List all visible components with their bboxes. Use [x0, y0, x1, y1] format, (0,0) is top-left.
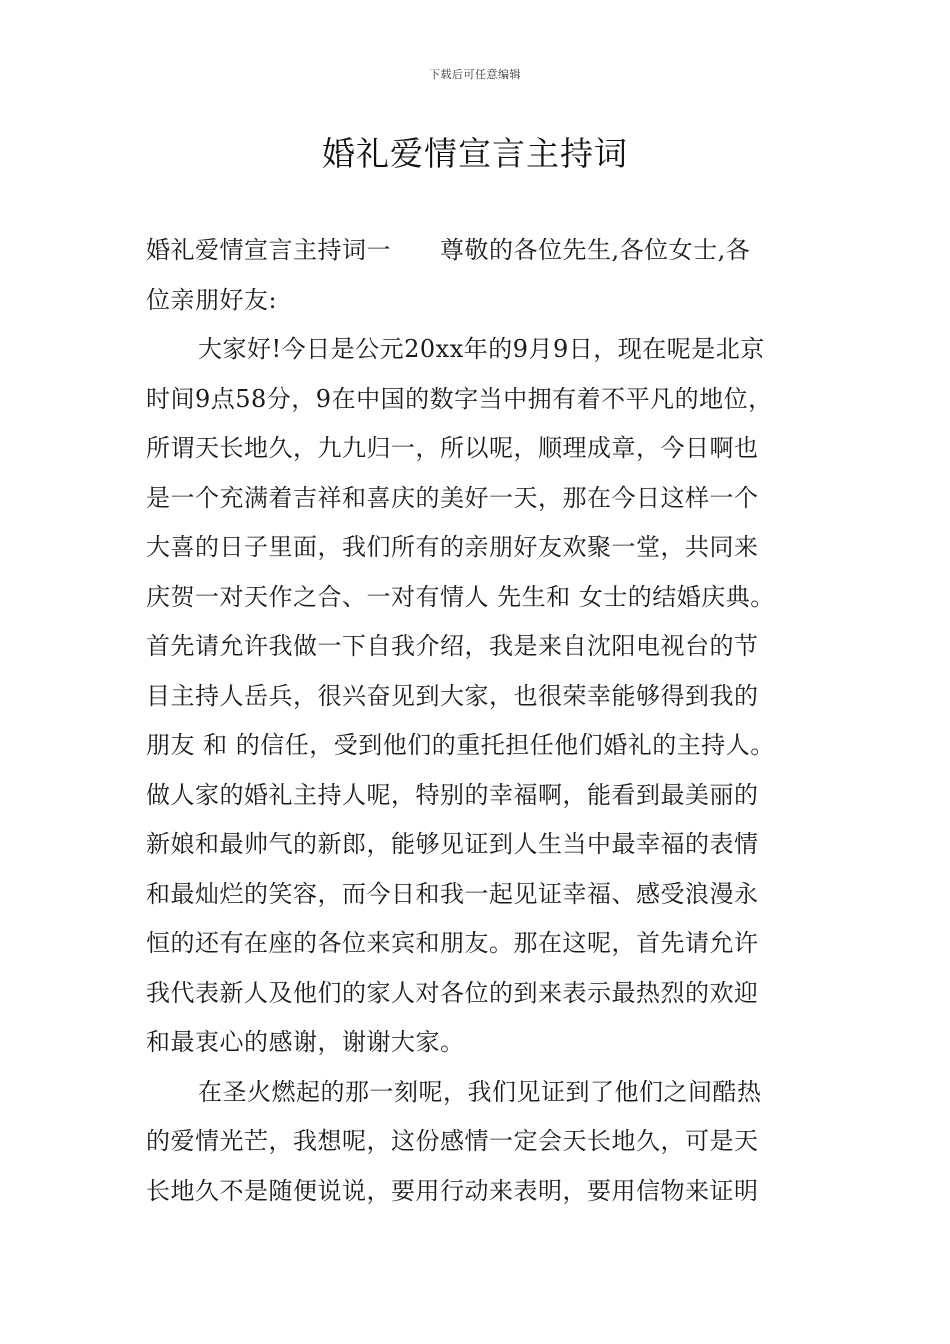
text-line: 和最衷心的感谢，谢谢大家。: [146, 1028, 465, 1056]
text-line: 大喜的日子里面，我们所有的亲朋好友欢聚一堂，共同来: [146, 533, 759, 561]
document-body: [146, 226, 810, 1216]
text-line: 朋友 和 的信任，受到他们的重托担任他们婚礼的主持人。: [146, 731, 775, 759]
text-line: 新娘和最帅气的新郎，能够见证到人生当中最幸福的表情: [146, 830, 759, 858]
text-line: 是一个充满着吉祥和喜庆的美好一天，那在今日这样一个: [146, 483, 759, 512]
text-line: 我代表新人及他们的家人对各位的到来表示最热烈的欢迎: [146, 978, 759, 1007]
text-line: 位亲朋好友:: [146, 285, 278, 314]
text-line: 和最灿烂的笑容，而今日和我一起见证幸福、感受浪漫永: [146, 879, 759, 908]
text-line: 婚礼爱情宣言主持词一 尊敬的各位先生,各位女士,各: [146, 236, 751, 264]
text-line: 所谓天长地久，九九归一，所以呢，顺理成章，今日啊也: [146, 434, 759, 462]
document-title: 婚礼爱情宣言主持词: [322, 134, 628, 173]
text-line: 恒的还有在座的各位来宾和朋友。那在这呢，首先请允许: [146, 929, 759, 957]
text-line: 目主持人岳兵，很兴奋见到大家，也很荣幸能够得到我的: [146, 681, 759, 710]
text-line: 在圣火燃起的那一刻呢，我们见证到了他们之间酷热: [198, 1077, 762, 1106]
text-line: 时间9点58分，9在中国的数字当中拥有着不平凡的地位，: [146, 384, 773, 413]
header-note: 下载后可任意编辑: [429, 68, 521, 81]
text-line: 的爱情光芒，我想呢，这份感情一定会天长地久，可是天: [146, 1127, 759, 1155]
text-line: 大家好!今日是公元20xx年的9月9日，现在呢是北京: [198, 335, 765, 363]
text-line: 首先请允许我做一下自我介绍，我是来自沈阳电视台的节: [146, 632, 759, 660]
text-line: 长地久不是随便说说，要用行动来表明，要用信物来证明: [146, 1176, 759, 1205]
text-line: 做人家的婚礼主持人呢，特别的幸福啊，能看到最美丽的: [146, 780, 759, 809]
text-line: 庆贺一对天作之合、一对有情人 先生和 女士的结婚庆典。: [146, 582, 775, 611]
